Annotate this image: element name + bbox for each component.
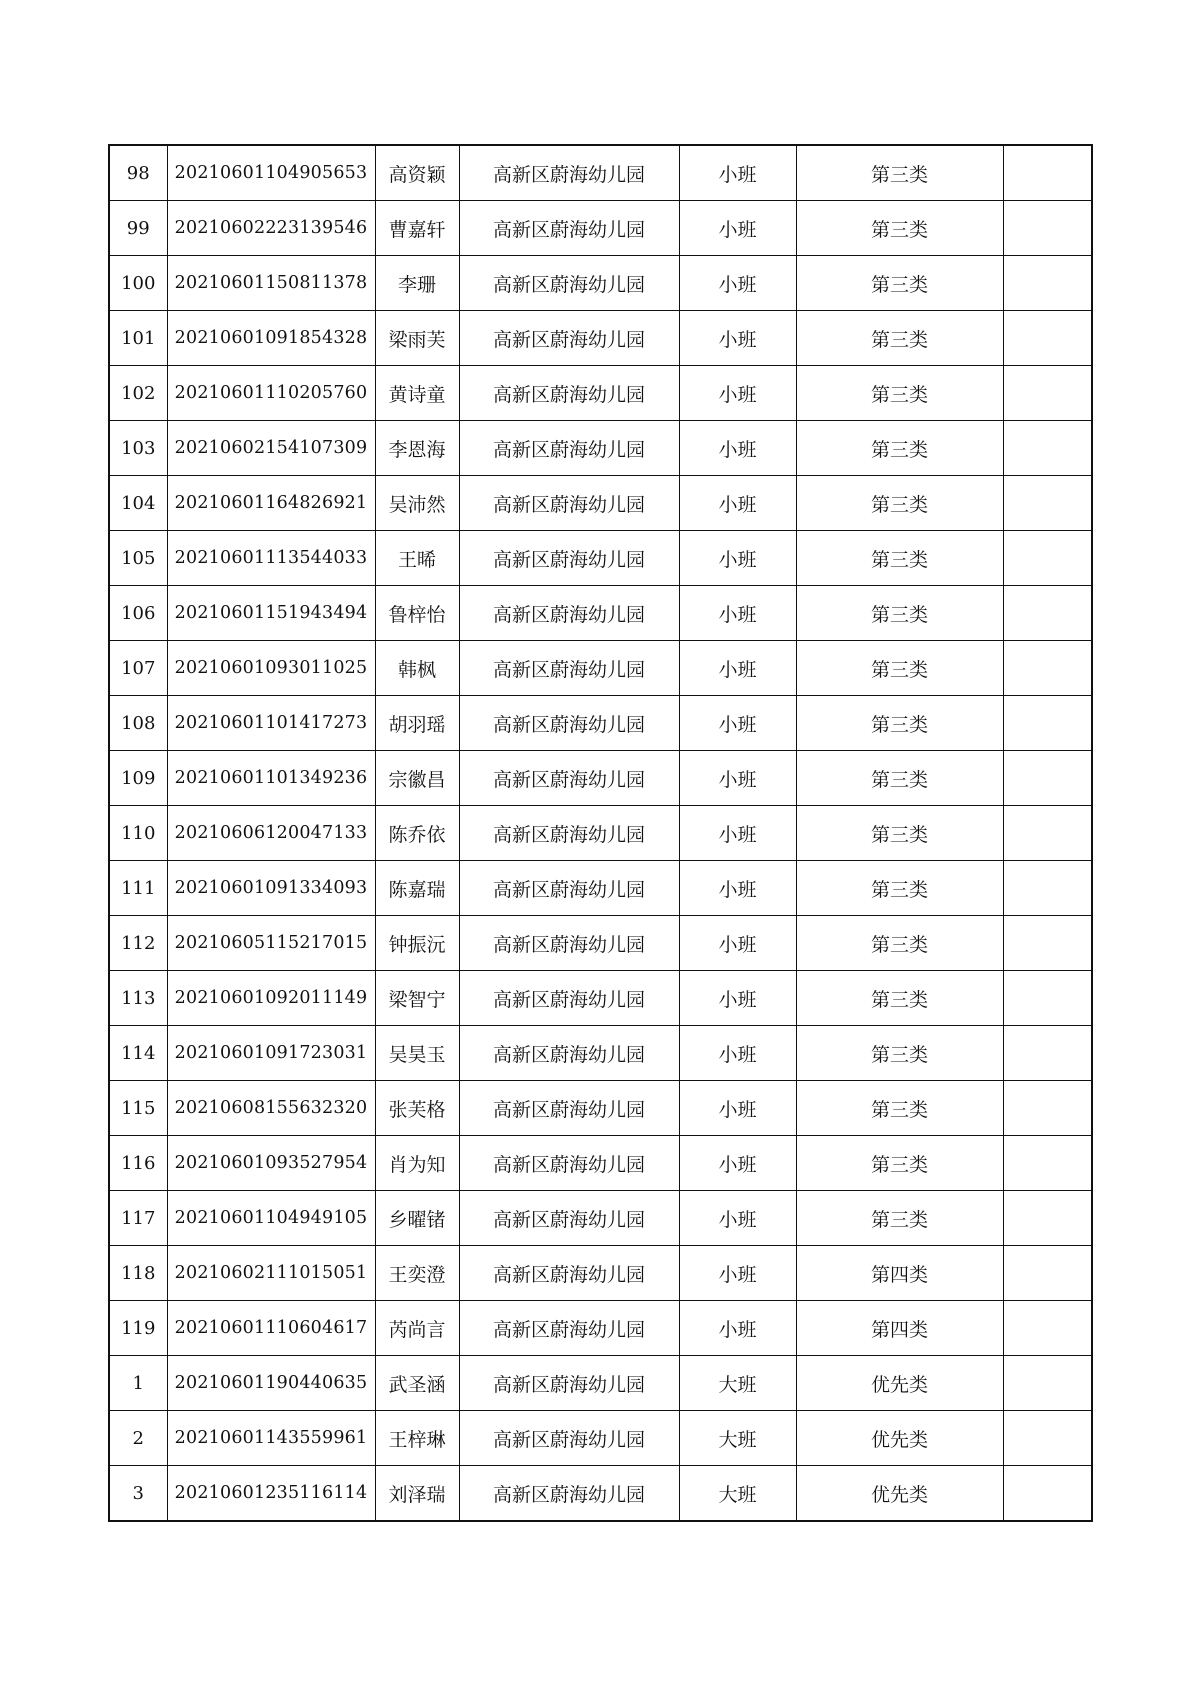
cell-category: 优先类 [796, 1356, 1003, 1411]
cell-note [1003, 586, 1092, 641]
cell-category: 优先类 [796, 1466, 1003, 1522]
cell-category: 第三类 [796, 1026, 1003, 1081]
cell-child-name: 陈嘉瑞 [375, 861, 459, 916]
cell-application-id: 20210601104949105 [167, 1191, 375, 1246]
cell-grade: 小班 [679, 696, 796, 751]
cell-application-id: 20210602154107309 [167, 421, 375, 476]
table-row [109, 1301, 1092, 1356]
cell-kindergarten: 高新区蔚海幼儿园 [459, 1411, 679, 1466]
cell-note [1003, 696, 1092, 751]
cell-grade: 大班 [679, 1356, 796, 1411]
cell-category: 第三类 [796, 696, 1003, 751]
cell-category: 优先类 [796, 1411, 1003, 1466]
cell-child-name: 李珊 [375, 256, 459, 311]
cell-grade: 小班 [679, 311, 796, 366]
cell-kindergarten: 高新区蔚海幼儿园 [459, 311, 679, 366]
cell-child-name: 陈乔依 [375, 806, 459, 861]
cell-kindergarten: 高新区蔚海幼儿园 [459, 861, 679, 916]
table-body [109, 145, 1092, 1521]
cell-kindergarten: 高新区蔚海幼儿园 [459, 1466, 679, 1522]
cell-seq: 108 [109, 696, 167, 751]
table-row [109, 145, 1092, 201]
cell-child-name: 高资颖 [375, 145, 459, 201]
cell-kindergarten: 高新区蔚海幼儿园 [459, 971, 679, 1026]
enrollment-table [108, 144, 1093, 1522]
cell-grade: 小班 [679, 421, 796, 476]
cell-grade: 大班 [679, 1466, 796, 1522]
cell-child-name: 韩枫 [375, 641, 459, 696]
table-row [109, 201, 1092, 256]
cell-kindergarten: 高新区蔚海幼儿园 [459, 1026, 679, 1081]
cell-application-id: 20210601091723031 [167, 1026, 375, 1081]
cell-application-id: 20210601143559961 [167, 1411, 375, 1466]
cell-seq: 110 [109, 806, 167, 861]
cell-child-name: 梁智宁 [375, 971, 459, 1026]
cell-child-name: 吴沛然 [375, 476, 459, 531]
table-row [109, 1081, 1092, 1136]
cell-seq: 101 [109, 311, 167, 366]
cell-kindergarten: 高新区蔚海幼儿园 [459, 421, 679, 476]
cell-application-id: 20210601190440635 [167, 1356, 375, 1411]
cell-application-id: 20210601101417273 [167, 696, 375, 751]
cell-child-name: 李恩海 [375, 421, 459, 476]
cell-category: 第三类 [796, 751, 1003, 806]
cell-grade: 小班 [679, 806, 796, 861]
cell-category: 第三类 [796, 806, 1003, 861]
cell-note [1003, 1411, 1092, 1466]
cell-seq: 100 [109, 256, 167, 311]
cell-seq: 117 [109, 1191, 167, 1246]
cell-application-id: 20210601093527954 [167, 1136, 375, 1191]
cell-application-id: 20210601235116114 [167, 1466, 375, 1522]
table-row [109, 1466, 1092, 1522]
cell-application-id: 20210601091334093 [167, 861, 375, 916]
cell-child-name: 芮尚言 [375, 1301, 459, 1356]
cell-application-id: 20210601092011149 [167, 971, 375, 1026]
cell-application-id: 20210601110205760 [167, 366, 375, 421]
table-row [109, 311, 1092, 366]
cell-grade: 小班 [679, 476, 796, 531]
cell-seq: 116 [109, 1136, 167, 1191]
table-row [109, 751, 1092, 806]
cell-seq: 115 [109, 1081, 167, 1136]
cell-note [1003, 476, 1092, 531]
cell-child-name: 王奕澄 [375, 1246, 459, 1301]
cell-kindergarten: 高新区蔚海幼儿园 [459, 201, 679, 256]
cell-category: 第三类 [796, 586, 1003, 641]
table-row [109, 531, 1092, 586]
cell-grade: 小班 [679, 751, 796, 806]
cell-kindergarten: 高新区蔚海幼儿园 [459, 916, 679, 971]
cell-category: 第三类 [796, 311, 1003, 366]
table-row [109, 1136, 1092, 1191]
cell-seq: 109 [109, 751, 167, 806]
cell-grade: 小班 [679, 1246, 796, 1301]
cell-seq: 2 [109, 1411, 167, 1466]
table-row [109, 256, 1092, 311]
cell-application-id: 20210601101349236 [167, 751, 375, 806]
cell-child-name: 曹嘉轩 [375, 201, 459, 256]
cell-grade: 小班 [679, 201, 796, 256]
cell-grade: 小班 [679, 1026, 796, 1081]
cell-seq: 114 [109, 1026, 167, 1081]
cell-kindergarten: 高新区蔚海幼儿园 [459, 1081, 679, 1136]
cell-seq: 118 [109, 1246, 167, 1301]
cell-seq: 104 [109, 476, 167, 531]
cell-child-name: 钟振沅 [375, 916, 459, 971]
cell-grade: 小班 [679, 1136, 796, 1191]
cell-category: 第三类 [796, 916, 1003, 971]
cell-application-id: 20210601104905653 [167, 145, 375, 201]
cell-child-name: 肖为知 [375, 1136, 459, 1191]
cell-seq: 112 [109, 916, 167, 971]
cell-application-id: 20210608155632320 [167, 1081, 375, 1136]
cell-category: 第三类 [796, 145, 1003, 201]
cell-child-name: 乡曜锗 [375, 1191, 459, 1246]
cell-child-name: 王晞 [375, 531, 459, 586]
cell-kindergarten: 高新区蔚海幼儿园 [459, 696, 679, 751]
table-row [109, 476, 1092, 531]
table-row [109, 971, 1092, 1026]
cell-note [1003, 1246, 1092, 1301]
cell-seq: 111 [109, 861, 167, 916]
cell-seq: 119 [109, 1301, 167, 1356]
table-row [109, 861, 1092, 916]
cell-application-id: 20210601093011025 [167, 641, 375, 696]
table-row [109, 806, 1092, 861]
cell-grade: 小班 [679, 1081, 796, 1136]
table-row [109, 1356, 1092, 1411]
cell-seq: 113 [109, 971, 167, 1026]
cell-kindergarten: 高新区蔚海幼儿园 [459, 806, 679, 861]
cell-note [1003, 1026, 1092, 1081]
table-row [109, 1411, 1092, 1466]
cell-seq: 102 [109, 366, 167, 421]
cell-category: 第三类 [796, 641, 1003, 696]
cell-category: 第三类 [796, 531, 1003, 586]
cell-application-id: 20210601164826921 [167, 476, 375, 531]
cell-category: 第三类 [796, 1191, 1003, 1246]
cell-note [1003, 201, 1092, 256]
table-row [109, 641, 1092, 696]
cell-note [1003, 751, 1092, 806]
cell-grade: 小班 [679, 256, 796, 311]
cell-note [1003, 366, 1092, 421]
cell-note [1003, 421, 1092, 476]
cell-seq: 106 [109, 586, 167, 641]
table-row [109, 421, 1092, 476]
table-row [109, 1246, 1092, 1301]
cell-child-name: 梁雨芙 [375, 311, 459, 366]
cell-child-name: 鲁梓怡 [375, 586, 459, 641]
cell-category: 第三类 [796, 366, 1003, 421]
cell-grade: 大班 [679, 1411, 796, 1466]
cell-grade: 小班 [679, 586, 796, 641]
cell-kindergarten: 高新区蔚海幼儿园 [459, 1356, 679, 1411]
cell-category: 第四类 [796, 1246, 1003, 1301]
cell-kindergarten: 高新区蔚海幼儿园 [459, 1246, 679, 1301]
cell-grade: 小班 [679, 971, 796, 1026]
cell-category: 第三类 [796, 256, 1003, 311]
cell-seq: 98 [109, 145, 167, 201]
cell-child-name: 胡羽瑶 [375, 696, 459, 751]
cell-kindergarten: 高新区蔚海幼儿园 [459, 145, 679, 201]
cell-kindergarten: 高新区蔚海幼儿园 [459, 641, 679, 696]
cell-category: 第三类 [796, 1136, 1003, 1191]
cell-application-id: 20210602223139546 [167, 201, 375, 256]
cell-note [1003, 1356, 1092, 1411]
cell-seq: 103 [109, 421, 167, 476]
cell-category: 第三类 [796, 476, 1003, 531]
cell-note [1003, 256, 1092, 311]
cell-kindergarten: 高新区蔚海幼儿园 [459, 1136, 679, 1191]
table-row [109, 1026, 1092, 1081]
cell-child-name: 宗徽昌 [375, 751, 459, 806]
cell-child-name: 吴昊玉 [375, 1026, 459, 1081]
cell-child-name: 武圣涵 [375, 1356, 459, 1411]
cell-kindergarten: 高新区蔚海幼儿园 [459, 531, 679, 586]
cell-note [1003, 1191, 1092, 1246]
cell-kindergarten: 高新区蔚海幼儿园 [459, 1191, 679, 1246]
cell-note [1003, 1301, 1092, 1356]
cell-category: 第三类 [796, 1081, 1003, 1136]
cell-category: 第三类 [796, 861, 1003, 916]
cell-grade: 小班 [679, 861, 796, 916]
cell-kindergarten: 高新区蔚海幼儿园 [459, 751, 679, 806]
cell-child-name: 王梓琳 [375, 1411, 459, 1466]
cell-note [1003, 1136, 1092, 1191]
cell-kindergarten: 高新区蔚海幼儿园 [459, 586, 679, 641]
cell-category: 第三类 [796, 421, 1003, 476]
cell-grade: 小班 [679, 366, 796, 421]
cell-application-id: 20210601091854328 [167, 311, 375, 366]
cell-kindergarten: 高新区蔚海幼儿园 [459, 476, 679, 531]
cell-note [1003, 1081, 1092, 1136]
cell-category: 第三类 [796, 971, 1003, 1026]
cell-seq: 107 [109, 641, 167, 696]
cell-seq: 1 [109, 1356, 167, 1411]
cell-note [1003, 806, 1092, 861]
table-row [109, 916, 1092, 971]
table-row [109, 366, 1092, 421]
cell-note [1003, 531, 1092, 586]
cell-grade: 小班 [679, 1191, 796, 1246]
cell-application-id: 20210606120047133 [167, 806, 375, 861]
table-row [109, 586, 1092, 641]
cell-seq: 3 [109, 1466, 167, 1522]
cell-application-id: 20210601150811378 [167, 256, 375, 311]
cell-grade: 小班 [679, 531, 796, 586]
cell-child-name: 张芙格 [375, 1081, 459, 1136]
cell-seq: 99 [109, 201, 167, 256]
cell-kindergarten: 高新区蔚海幼儿园 [459, 366, 679, 421]
cell-note [1003, 971, 1092, 1026]
cell-note [1003, 916, 1092, 971]
cell-grade: 小班 [679, 1301, 796, 1356]
cell-note [1003, 145, 1092, 201]
cell-application-id: 20210601113544033 [167, 531, 375, 586]
cell-child-name: 刘泽瑞 [375, 1466, 459, 1522]
table-row [109, 1191, 1092, 1246]
cell-note [1003, 641, 1092, 696]
cell-note [1003, 861, 1092, 916]
cell-kindergarten: 高新区蔚海幼儿园 [459, 256, 679, 311]
cell-note [1003, 311, 1092, 366]
table-row [109, 696, 1092, 751]
cell-seq: 105 [109, 531, 167, 586]
cell-application-id: 20210605115217015 [167, 916, 375, 971]
cell-application-id: 20210601110604617 [167, 1301, 375, 1356]
cell-category: 第三类 [796, 201, 1003, 256]
cell-note [1003, 1466, 1092, 1522]
cell-child-name: 黄诗童 [375, 366, 459, 421]
cell-application-id: 20210601151943494 [167, 586, 375, 641]
cell-application-id: 20210602111015051 [167, 1246, 375, 1301]
cell-kindergarten: 高新区蔚海幼儿园 [459, 1301, 679, 1356]
cell-grade: 小班 [679, 145, 796, 201]
cell-grade: 小班 [679, 641, 796, 696]
cell-category: 第四类 [796, 1301, 1003, 1356]
cell-grade: 小班 [679, 916, 796, 971]
